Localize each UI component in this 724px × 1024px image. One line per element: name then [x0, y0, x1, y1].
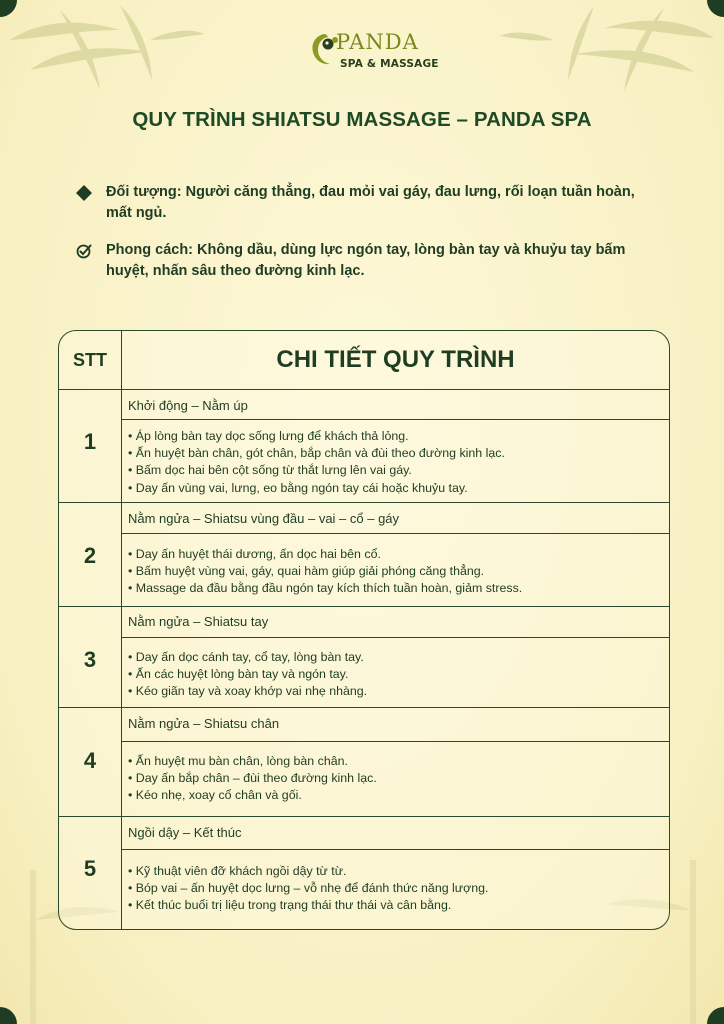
row-divider	[59, 502, 669, 503]
row-2-number: 2	[83, 543, 97, 568]
list-item: • Bấm huyệt vùng vai, gáy, quai hàm giúp giải phóng căng thẳng.	[128, 564, 485, 579]
row-divider	[59, 389, 669, 390]
corner-ornament-top-right	[707, 0, 724, 17]
row-1-subdivider	[122, 419, 669, 420]
row-5-subdivider	[122, 849, 669, 850]
list-item: • Bóp vai – ấn huyệt dọc lưng – vỗ nhẹ để đánh thức năng lượng.	[128, 881, 489, 896]
page-title: QUY TRÌNH SHIATSU MASSAGE – PANDA SPA	[132, 108, 592, 131]
row-5-number: 5	[83, 856, 97, 881]
row-4-stage: Nằm ngửa – Shiatsu chân	[128, 716, 280, 731]
table-header-detail: CHI TIẾT QUY TRÌNH	[276, 346, 515, 373]
intro-style-text: Phong cách: Không dầu, dùng lực ngón tay, lòng bàn tay và khuỷu tay bấm huyệt, nhấn sâu theo đường kinh lạc.	[106, 242, 626, 279]
list-item: • Kết thúc buổi trị liệu trong trạng thái thư thái và cân bằng.	[128, 898, 452, 913]
bamboo-leaves-top-left-decoration	[0, 0, 210, 110]
corner-ornament-top-left	[0, 0, 17, 17]
row-3-subdivider	[122, 637, 669, 638]
list-item: • Áp lòng bàn tay dọc sống lưng để khách thả lỏng.	[128, 429, 409, 443]
procedure-table	[58, 330, 670, 930]
logo-word: PANDA	[336, 30, 419, 54]
corner-ornament-bottom-left	[0, 1007, 17, 1024]
row-3-stage: Nằm ngửa – Shiatsu tay	[128, 614, 269, 629]
list-item: • Ấn huyệt bàn chân, gót chân, bắp chân và đùi theo đường kinh lạc.	[128, 446, 505, 461]
list-item: • Kéo nhẹ, xoay cổ chân và gối.	[128, 788, 302, 803]
row-3-steps	[128, 649, 367, 701]
row-divider	[59, 707, 669, 708]
row-divider	[59, 606, 669, 607]
row-2-stage: Nằm ngửa – Shiatsu vùng đầu – vai – cổ – gáy	[128, 511, 400, 526]
diamond-icon	[76, 185, 92, 201]
list-item: • Massage da đầu bằng đầu ngón tay kích thích tuần hoàn, giảm stress.	[128, 581, 523, 596]
list-item: • Ấn các huyệt lòng bàn tay và ngón tay.	[128, 667, 349, 682]
row-1-number: 1	[83, 429, 97, 454]
row-4-number: 4	[83, 748, 97, 773]
row-divider	[59, 816, 669, 817]
list-item: • Day ấn bắp chân – đùi theo đường kinh lạc.	[128, 771, 377, 786]
row-4-subdivider	[122, 741, 669, 742]
row-1-steps	[128, 428, 505, 497]
list-item: • Bấm dọc hai bên cột sống từ thắt lưng lên vai gáy.	[128, 463, 412, 478]
list-item: • Kéo giãn tay và xoay khớp vai nhẹ nhàng.	[128, 684, 368, 699]
list-item: • Kỹ thuật viên đỡ khách ngồi dậy từ từ.	[128, 864, 347, 878]
row-1-stage: Khởi động – Nằm úp	[128, 398, 248, 413]
row-3-number: 3	[83, 647, 97, 672]
logo-subtitle: SPA & MASSAGE	[340, 58, 439, 70]
bamboo-leaves-top-right-decoration	[494, 0, 724, 120]
list-item: • Day ấn dọc cánh tay, cổ tay, lòng bàn tay.	[128, 650, 364, 664]
check-circle-icon	[76, 243, 92, 259]
row-2-subdivider	[122, 533, 669, 534]
row-5-stage: Ngồi dậy – Kết thúc	[128, 825, 242, 840]
table-header-stt: STT	[73, 350, 107, 370]
intro-target-text: Đối tượng: Người căng thẳng, đau mỏi vai gáy, đau lưng, rối loạn tuần hoàn, mất ngủ.	[106, 184, 635, 221]
list-item: • Ấn huyệt mu bàn chân, lòng bàn chân.	[128, 754, 348, 768]
panda-spa-logo	[310, 28, 439, 86]
list-item: • Day ấn vùng vai, lưng, eo bằng ngón tay cái hoặc khuỷu tay.	[128, 480, 468, 495]
corner-ornament-bottom-right	[707, 1007, 724, 1024]
row-5-steps	[128, 863, 488, 915]
row-2-steps	[128, 546, 522, 598]
table-column-divider	[121, 331, 122, 929]
row-4-steps	[128, 753, 377, 805]
list-item: • Day ấn huyệt thái dương, ấn dọc hai bên cổ.	[128, 547, 381, 561]
